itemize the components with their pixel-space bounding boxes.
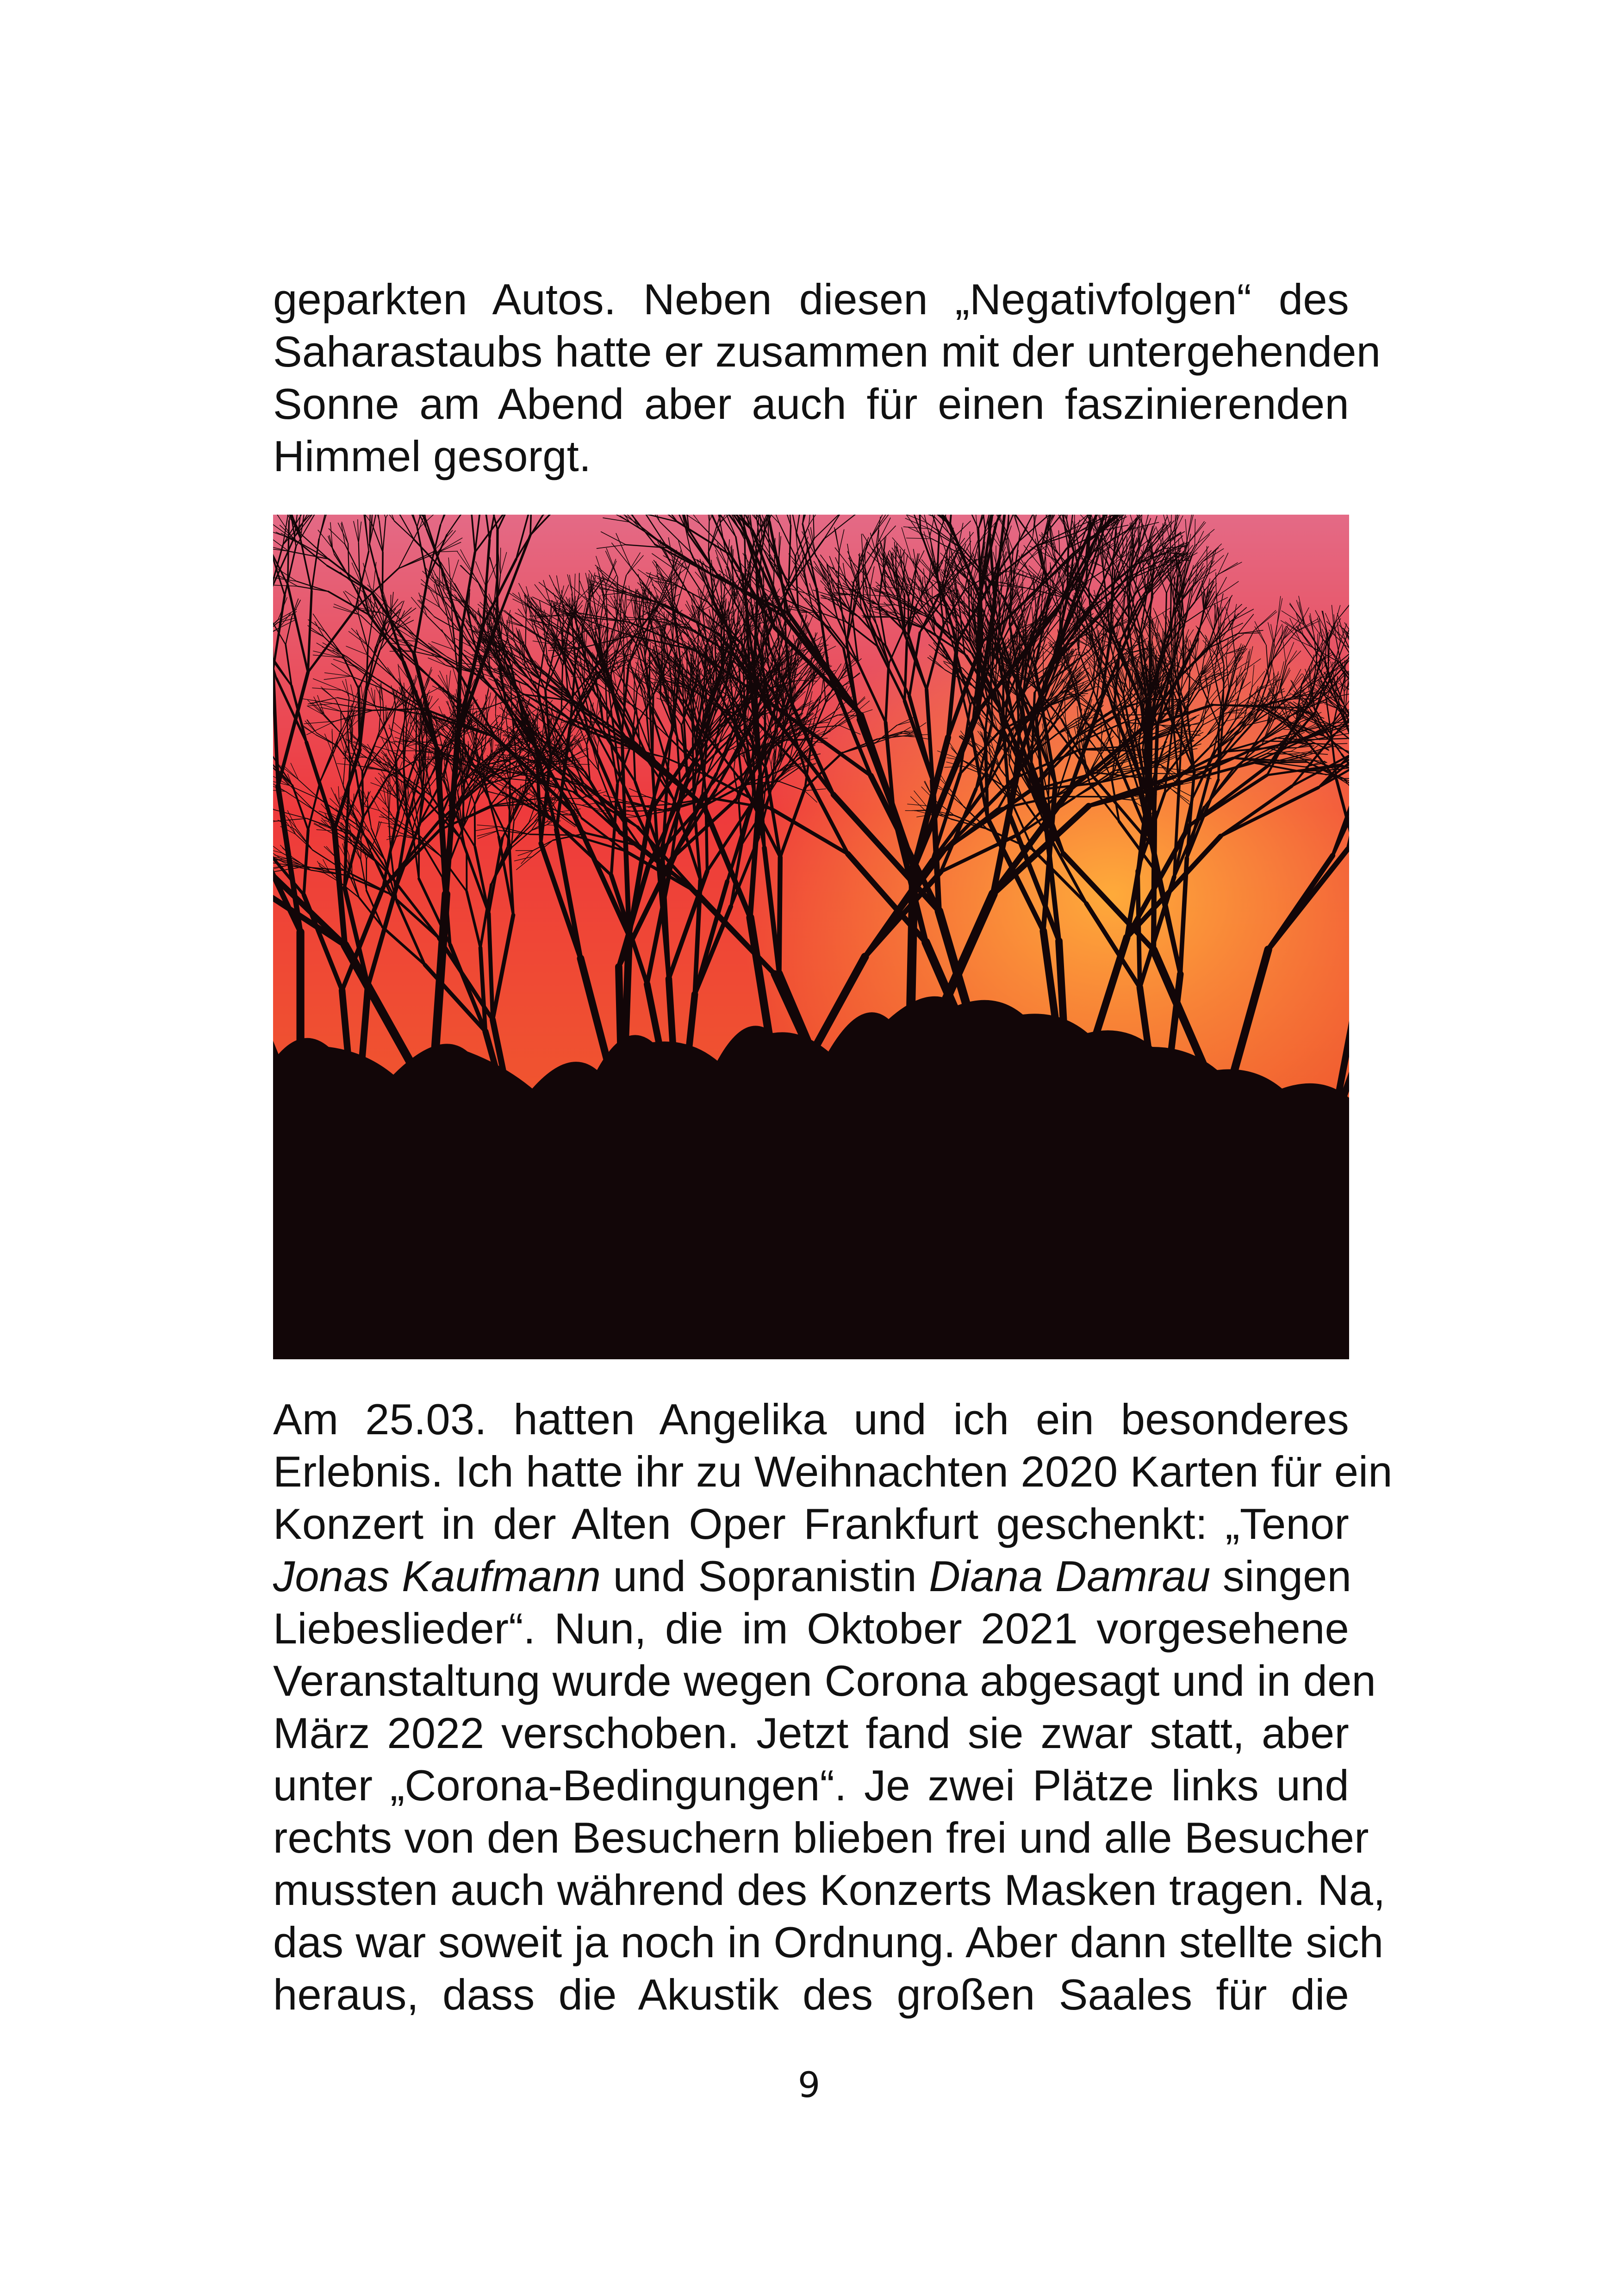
sunset-trees-photo [273,515,1349,1359]
tree-branch [1043,651,1044,676]
tree-branch [779,857,780,973]
tree-branch [563,764,590,765]
tree-branch [345,841,346,856]
text-line: Himmel gesorgt. [273,432,591,480]
tree-branch [582,620,583,649]
text-line: Sonne am Abend aber auch für einen faszinierenden [273,380,1349,428]
tree-branch [630,647,631,665]
paragraph-saharastaub [273,273,1381,482]
tree-branch [525,615,526,646]
tree-branch [500,548,501,575]
sunset-silhouette-image [273,515,1349,1359]
text-line: Saharastaubs hatte er zusammen mit der untergehenden [273,327,1381,376]
text-line: geparkten Autos. Neben diesen „Negativfolgen“ des [273,275,1349,324]
tree-branch [551,606,552,633]
